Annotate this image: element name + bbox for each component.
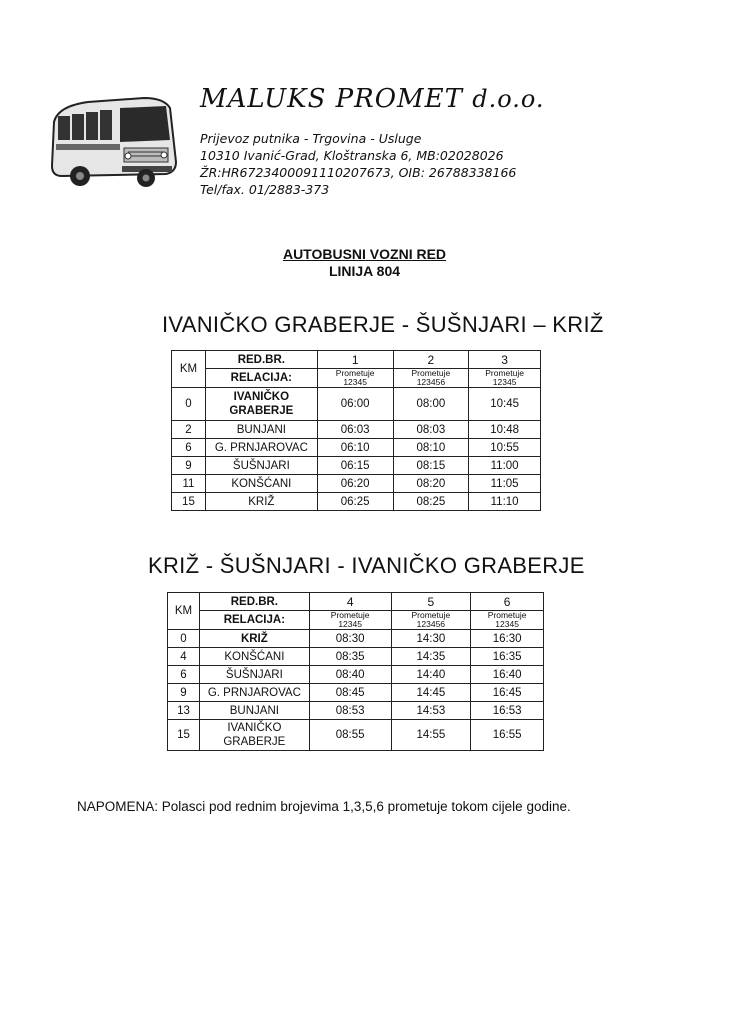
table-header-row [168, 593, 544, 611]
departure-time: 11:05 [469, 475, 541, 493]
company-phone: Tel/fax. 01/2883-373 [200, 182, 330, 197]
stop-name: KONŠĆANI [199, 648, 309, 666]
departure-time: 08:20 [393, 475, 469, 493]
departure-time: 14:53 [391, 702, 471, 720]
stop-km: 15 [168, 720, 200, 751]
stop-km: 9 [168, 684, 200, 702]
departure-time: 08:55 [309, 720, 391, 751]
route-2-title: KRIŽ - ŠUŠNJARI - IVANIČKO GRABERJE [148, 553, 585, 578]
table-header-row [168, 611, 544, 630]
company-name [200, 84, 545, 114]
departure-time: 14:30 [391, 630, 471, 648]
departure-time: 06:20 [317, 475, 393, 493]
departure-time: 14:45 [391, 684, 471, 702]
stop-name: IVANIČKO GRABERJE [205, 388, 317, 421]
departure-time: 14:40 [391, 666, 471, 684]
table-row [172, 475, 541, 493]
operating-days [393, 369, 469, 388]
stop-name: G. PRNJAROVAC [205, 439, 317, 457]
stop-km: 15 [172, 493, 206, 511]
relacija-header: RELACIJA: [199, 611, 309, 630]
operating-days [391, 611, 471, 630]
company-contact [200, 130, 516, 198]
company-services: Prijevoz putnika - Trgovina - Usluge [200, 131, 422, 146]
timetable-route-2 [167, 592, 544, 751]
departure-time: 10:48 [469, 421, 541, 439]
departure-time: 08:40 [309, 666, 391, 684]
stop-name: KONŠĆANI [205, 475, 317, 493]
title-line-2: LINIJA 804 [328, 263, 401, 279]
company-bank: ŽR:HR6723400091110207673, OIB: 26788338166 [200, 165, 517, 180]
footnote: NAPOMENA: Polasci pod rednim brojevima 1,3,5,6 prometuje tokom cijele godine. [77, 799, 571, 814]
departure-time: 06:03 [317, 421, 393, 439]
stop-km: 4 [168, 648, 200, 666]
stop-km: 0 [168, 630, 200, 648]
stop-name: BUNJANI [205, 421, 317, 439]
departure-time: 08:25 [393, 493, 469, 511]
departure-time: 16:45 [471, 684, 544, 702]
stop-km: 0 [172, 388, 206, 421]
operating-days [471, 611, 544, 630]
departure-time: 08:15 [393, 457, 469, 475]
stop-name: BUNJANI [199, 702, 309, 720]
stop-name: ŠUŠNJARI [199, 666, 309, 684]
departure-number: 2 [393, 351, 469, 369]
departure-time: 08:00 [393, 388, 469, 421]
departure-time: 11:00 [469, 457, 541, 475]
departure-time: 08:03 [393, 421, 469, 439]
stop-km: 11 [172, 475, 206, 493]
title-line-1: AUTOBUSNI VOZNI RED [282, 246, 447, 262]
departure-time: 06:10 [317, 439, 393, 457]
operating-label: Prometuje [487, 610, 527, 620]
departure-time: 08:45 [309, 684, 391, 702]
departure-time: 08:53 [309, 702, 391, 720]
company-name-main: MALUKS PROMET [200, 84, 463, 114]
stop-km: 6 [168, 666, 200, 684]
departure-time: 06:25 [317, 493, 393, 511]
operating-days-value: 12345 [495, 619, 519, 629]
table-row [172, 493, 541, 511]
table-row [168, 702, 544, 720]
stop-name: KRIŽ [205, 493, 317, 511]
redbr-header: RED.BR. [199, 593, 309, 611]
timetable-route-1 [171, 350, 541, 511]
document-title [0, 246, 729, 280]
km-header: KM [172, 351, 206, 388]
operating-days-value: 123456 [416, 377, 446, 387]
departure-time: 10:45 [469, 388, 541, 421]
stop-km: 13 [168, 702, 200, 720]
departure-time: 16:55 [471, 720, 544, 751]
departure-time: 08:10 [393, 439, 469, 457]
departure-time: 16:30 [471, 630, 544, 648]
stop-name: IVANIČKO GRABERJE [199, 720, 309, 751]
operating-label: Prometuje [485, 368, 524, 378]
table-row [172, 421, 541, 439]
stop-name: KRIŽ [199, 630, 309, 648]
bus-icon [48, 92, 186, 190]
table-row [168, 648, 544, 666]
departure-time: 16:35 [471, 648, 544, 666]
operating-days [469, 369, 541, 388]
table-row [168, 630, 544, 648]
operating-days-value: 12345 [492, 377, 517, 387]
stop-name: G. PRNJAROVAC [199, 684, 309, 702]
departure-number: 5 [391, 593, 471, 611]
operating-label: Prometuje [335, 368, 375, 378]
relacija-header: RELACIJA: [205, 369, 317, 388]
departure-time: 08:30 [309, 630, 391, 648]
departure-number: 4 [309, 593, 391, 611]
departure-time: 06:15 [317, 457, 393, 475]
departure-time: 06:00 [317, 388, 393, 421]
operating-days-value: 12345 [343, 377, 367, 387]
departure-time: 16:53 [471, 702, 544, 720]
company-name-suffix: d.o.o. [472, 85, 545, 113]
operating-days-value: 123456 [416, 619, 446, 629]
table-row [172, 388, 541, 421]
stop-name: ŠUŠNJARI [205, 457, 317, 475]
departure-time: 14:35 [391, 648, 471, 666]
operating-label: Prometuje [411, 610, 451, 620]
company-address: 10310 Ivanić-Grad, Kloštranska 6, MB:02028026 [200, 148, 504, 163]
departure-number: 1 [317, 351, 393, 369]
table-row [172, 439, 541, 457]
departure-time: 11:10 [469, 493, 541, 511]
route-1-title: IVANIČKO GRABERJE - ŠUŠNJARI – KRIŽ [162, 312, 604, 337]
km-header: KM [168, 593, 200, 630]
operating-days [309, 611, 391, 630]
departure-time: 10:55 [469, 439, 541, 457]
stop-km: 6 [172, 439, 206, 457]
operating-days [317, 369, 393, 388]
departure-number: 3 [469, 351, 541, 369]
table-row [168, 684, 544, 702]
table-row [168, 720, 544, 751]
operating-label: Prometuje [411, 368, 451, 378]
departure-time: 16:40 [471, 666, 544, 684]
table-row [172, 457, 541, 475]
table-header-row [172, 369, 541, 388]
operating-label: Prometuje [330, 610, 370, 620]
stop-km: 2 [172, 421, 206, 439]
redbr-header: RED.BR. [205, 351, 317, 369]
table-row [168, 666, 544, 684]
table-header-row [172, 351, 541, 369]
departure-time: 14:55 [391, 720, 471, 751]
departure-time: 08:35 [309, 648, 391, 666]
stop-km: 9 [172, 457, 206, 475]
operating-days-value: 12345 [338, 619, 362, 629]
departure-number: 6 [471, 593, 544, 611]
